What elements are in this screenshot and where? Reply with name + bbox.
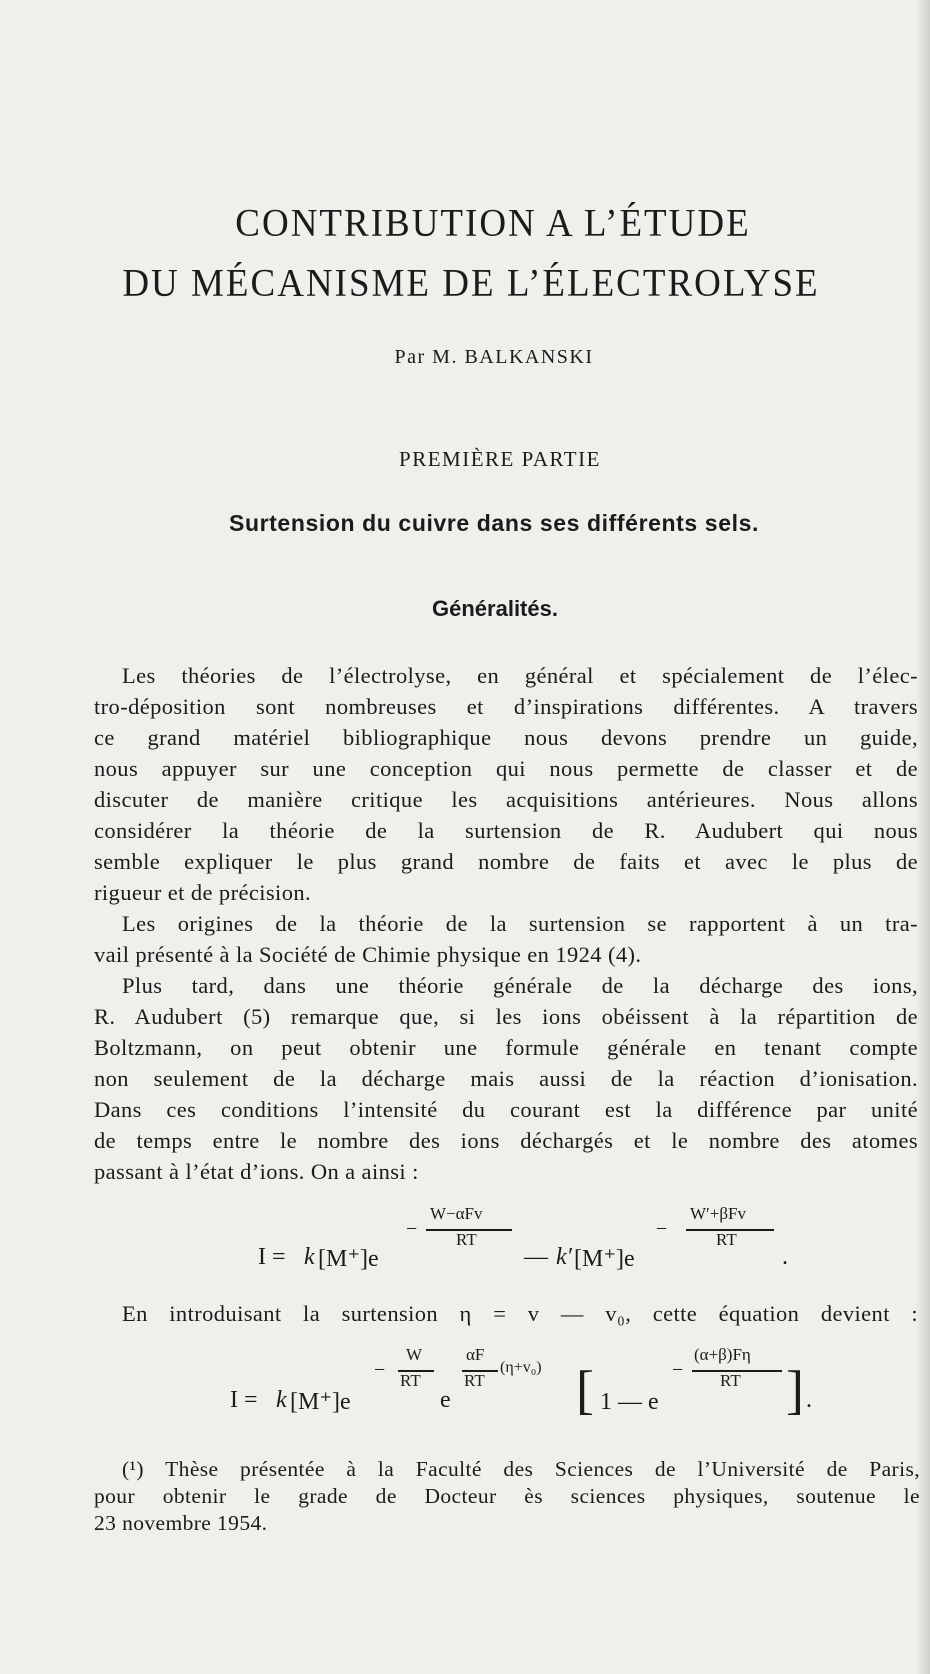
eq2-exp3-num: (α+β)Fη [694,1345,751,1364]
eq2-exp2-tail: (η+v₀) [500,1359,542,1376]
eq2-exp2-den: RT [464,1371,485,1390]
eq2-lhs: I = [230,1387,258,1413]
eq2-exp3-den: RT [720,1371,741,1390]
eq2-one-minus: 1 — e [600,1389,659,1415]
eq1-kprime: k′ [556,1244,572,1270]
eq2-conc: [M⁺]e [290,1389,351,1415]
eq2-exp1-num: W [406,1345,423,1364]
text-line: R. Audubert (5) remarque que, si les ions obéissent à la répartition de [94,1004,918,1029]
part-heading: PREMIÈRE PARTIE [399,447,601,471]
eq1-exp2-minus: − [656,1218,668,1240]
text-line: tro-déposition sont nombreuses et d’inspirations différentes. A travers [94,694,918,719]
text-line: Dans ces conditions l’intensité du courant est la différence par unité [94,1097,918,1122]
text-line: Plus tard, dans une théorie générale de la décharge des ions, [122,973,918,998]
eq1-end: . [782,1244,788,1270]
footnote-line: (¹) Thèse présentée à la Faculté des Sciences de l’Université de Paris, [122,1457,920,1481]
text-line: semble expliquer le plus grand nombre de faits et avec le plus de [94,849,918,874]
text-line: Boltzmann, on peut obtenir une formule générale en tenant compte [94,1035,918,1060]
title-line-2: DU MÉCANISME DE L’ÉLECTROLYSE [122,261,820,306]
subtitle: Surtension du cuivre dans ses différents sels. [229,510,759,536]
author: Par M. BALKANSKI [394,346,594,368]
text-line: nous appuyer sur une conception qui nous permette de classer et de [94,756,918,781]
eq2-bracket-close: ] [786,1360,804,1420]
eq1-conc: [M⁺]e [318,1246,379,1272]
eq2-e2: e [440,1387,451,1413]
eq2-exp2-num: αF [466,1345,485,1364]
eq2-exp1-den: RT [400,1371,421,1390]
eq1-conc2: [M⁺]e [574,1246,635,1272]
text-line: ce grand matériel bibliographique nous devons prendre un guide, [94,725,918,750]
text-line: considérer la théorie de la surtension de R. Audubert qui nous [94,818,918,843]
eq2-bracket-open: [ [576,1360,594,1420]
eq1-exp1-minus: − [406,1218,418,1240]
text-line: rigueur et de précision. [94,880,312,905]
eq1-exp1-den: RT [456,1230,477,1249]
eq2-k: k [276,1387,287,1413]
eq1-exp2-num: W′+βFv [690,1204,746,1223]
eq1-exp2-den: RT [716,1230,737,1249]
text-line: En introduisant la surtension η = v — v₀, cette équation devient : [122,1301,918,1326]
body-text [94,660,918,1187]
eq1-k: k [304,1244,315,1270]
text-line: vail présenté à la Société de Chimie physique en 1924 (4). [94,942,642,967]
footnote-line: pour obtenir le grade de Docteur ès sciences physiques, soutenue le [94,1484,920,1508]
equation-1 [0,1204,930,1280]
equation-2 [0,1345,930,1425]
eq2-end: . [806,1387,812,1413]
eq1-lhs: I = [258,1244,286,1270]
eq2-exp1-minus: − [374,1359,386,1381]
text-line: Les origines de la théorie de la surtension se rapportent à un tra- [122,911,918,936]
section-heading: Généralités. [432,596,558,621]
text-line: discuter de manière critique les acquisitions antérieures. Nous allons [94,787,918,812]
eq2-exp3-minus: − [672,1359,684,1381]
text-line: passant à l’état d’ions. On a ainsi : [94,1159,419,1184]
title-line-1: CONTRIBUTION A L’ÉTUDE [235,201,751,246]
footnote [94,1456,920,1537]
footnote-line: 23 novembre 1954. [94,1511,268,1535]
eq1-exp1-num: W−αFv [430,1204,483,1223]
text-line: non seulement de la décharge mais aussi de la réaction d’ionisation. [94,1066,918,1091]
text-line: de temps entre le nombre des ions déchargés et le nombre des atomes [94,1128,918,1153]
intro-text [94,1298,918,1329]
eq1-mid: — [524,1244,548,1270]
text-line: Les théories de l’électrolyse, en général et spécialement de l’élec- [122,663,918,688]
